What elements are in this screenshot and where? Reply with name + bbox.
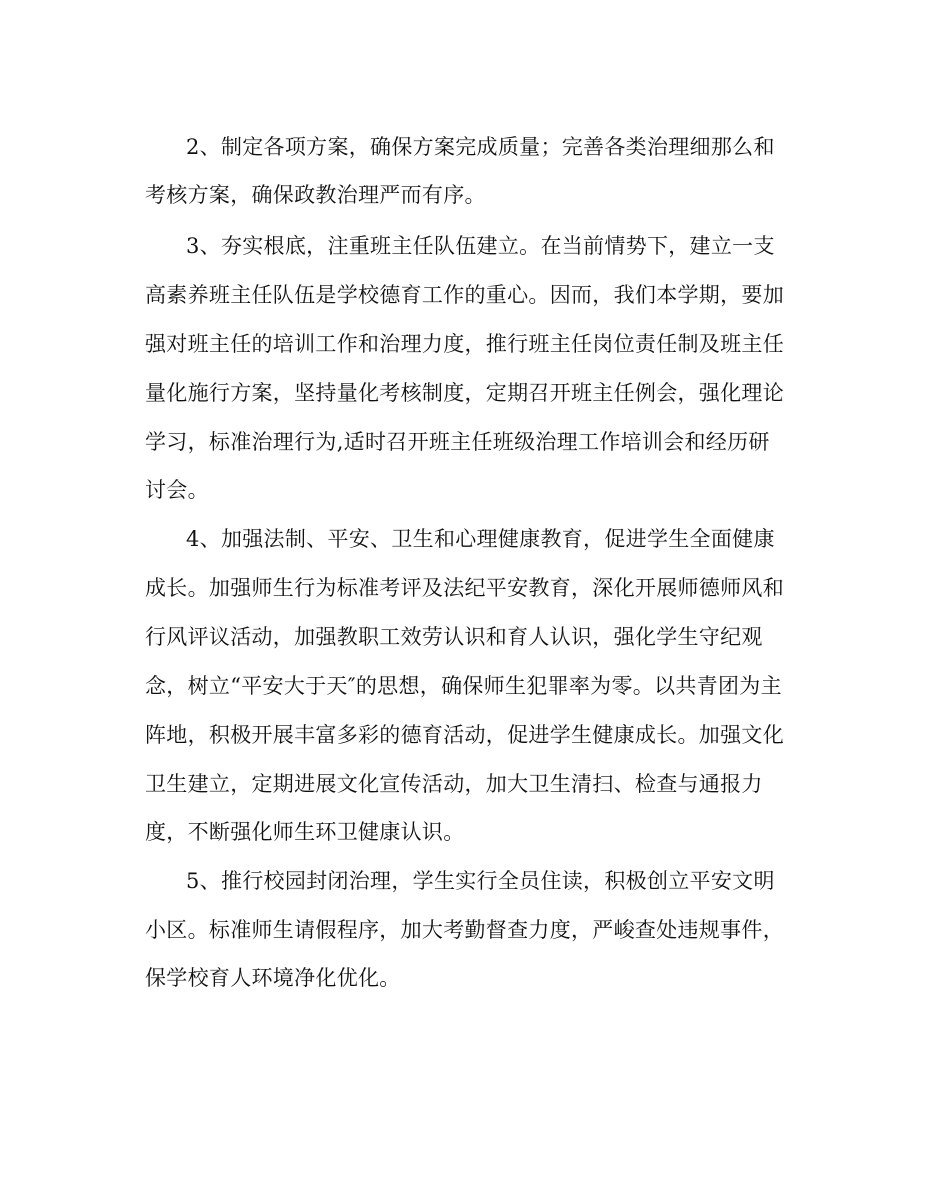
paragraph-2-line-1: 3、夯实根底，注重班主任队伍建立。在当前情势下，建立一支 [186,234,775,258]
paragraph-2-line-5: 学习，标准治理行为,适时召开班主任班级治理工作培训会和经历研 [145,430,770,454]
paragraph-4-line-1: 5、推行校园封闭治理，学生实行全员住读，积极创立平安文明 [186,869,775,893]
paragraph-1-line-2: 考核方案，确保政教治理严而有序。 [145,183,486,207]
paragraph-3-line-2: 成长。加强师生行为标准考评及法纪平安教育，深化开展师德师风和 [145,576,784,600]
paragraph-3-line-3: 行风评议活动，加强教职工效劳认识和育人认识，强化学生守纪观 [145,625,763,649]
paragraph-2-line-4: 量化施行方案，坚持量化考核制度，定期召开班主任例会，强化理论 [145,381,784,405]
paragraph-3-line-6: 卫生建立，定期进展文化宣传活动，加大卫生清扫、检查与通报力 [145,772,763,796]
paragraph-4-line-3: 保学校育人环境净化优化。 [145,966,401,990]
paragraph-3-line-5: 阵地，积极开展丰富多彩的德育活动，促进学生健康成长。加强文化 [145,723,784,747]
paragraph-2-line-3: 强对班主任的培训工作和治理力度，推行班主任岗位责任制及班主任 [145,332,784,356]
paragraph-2-line-6: 讨会。 [145,478,209,502]
paragraph-3-line-4: 念，树立“平安大于天″的思想，确保师生犯罪率为零。以共青团为主 [145,674,782,698]
paragraph-3-line-7: 度，不断强化师生环卫健康认识。 [145,820,465,844]
paragraph-2-line-2: 高素养班主任队伍是学校德育工作的重心。因而，我们本学期，要加 [145,283,784,307]
paragraph-3-line-1: 4、加强法制、平安、卫生和心理健康教育，促进学生全面健康 [186,527,775,551]
paragraph-1-line-1: 2、制定各项方案，确保方案完成质量；完善各类治理细那么和 [186,135,775,159]
paragraph-4-line-2: 小区。标准师生请假程序，加大考勤督查力度，严峻查处违规事件， [145,918,784,942]
